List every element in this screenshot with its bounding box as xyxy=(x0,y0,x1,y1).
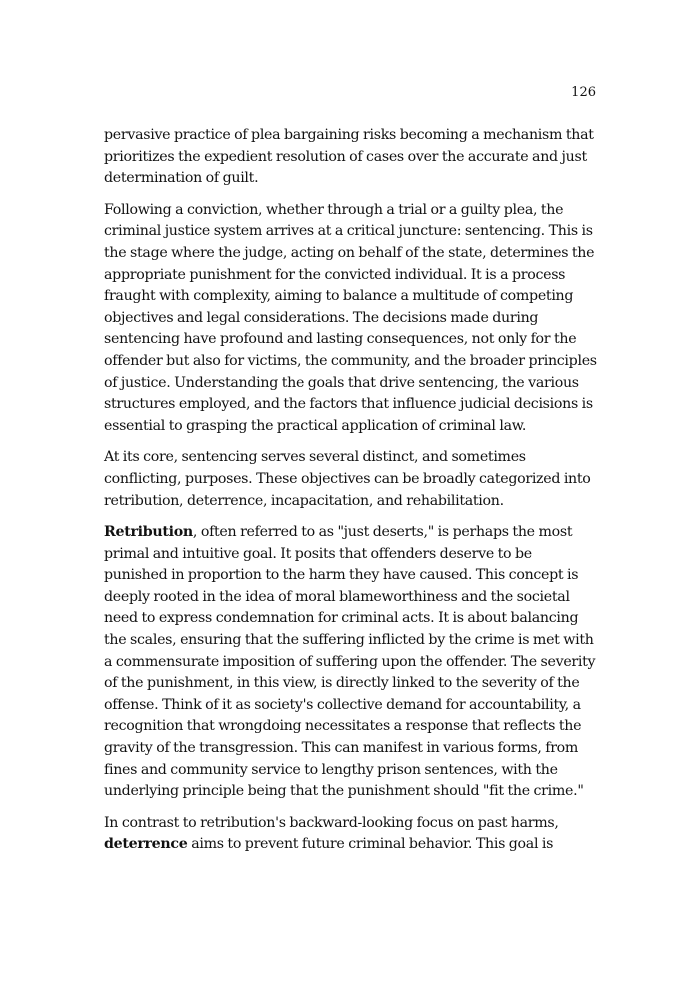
term-retribution: Retribution xyxy=(104,524,193,541)
paragraph xyxy=(104,447,598,512)
paragraph-text: aims to prevent future criminal behavior. This goal is xyxy=(187,836,554,853)
paragraph xyxy=(104,522,598,803)
paragraph xyxy=(104,200,598,438)
paragraph-text: Following a conviction, whether through a trial or a guilty plea, the criminal justice system arrives at a critical juncture: sentencing. This is the stage where the judge, acting on behalf of the state, determines the appropriate punishment for the convicted individual. It is a process fraught with complexity, aiming to balance a multitude of competing objectives and legal considerations. The decisions made during sentencing have profound and lasting consequences, not only for the offender but also for victims, the community, and the broader principles of justice. Understanding the goals that drive sentencing, the various structures employed, and the factors that influence judicial decisions is essential to grasping the practical application of criminal law. xyxy=(104,201,597,434)
term-deterrence: deterrence xyxy=(104,836,188,853)
page-number: 126 xyxy=(571,85,596,100)
paragraph-text: In contrast to retribution's backward-looking focus on past harms, xyxy=(104,814,559,831)
paragraph xyxy=(104,125,598,190)
body-text xyxy=(104,125,598,866)
paragraph-text: , often referred to as "just deserts," is perhaps the most primal and intuitive goal. It posits that offenders deserve to be punished in proportion to the harm they have caused. This concept is deeply rooted in the idea of moral blameworthiness and the societal need to express condemnation for criminal acts. It is about balancing the scales, ensuring that the suffering inflicted by the crime is met with a commensurate imposition of suffering upon the offender. The severity of the punishment, in this view, is directly linked to the severity of the offense. Think of it as society's collective demand for accountability, a recognition that wrongdoing necessitates a response that reflects the gravity of the transgression. This can manifest in various forms, from fines and community service to lengthy prison sentences, with the underlying principle being that the punishment should "fit the crime." xyxy=(104,524,596,800)
paragraph xyxy=(104,813,598,856)
paragraph-text: At its core, sentencing serves several distinct, and sometimes conflicting, purposes. These objectives can be broadly categorized into retribution, deterrence, incapacitation, and rehabilitation. xyxy=(104,449,591,509)
paragraph-text: pervasive practice of plea bargaining risks becoming a mechanism that prioritizes the expedient resolution of cases over the accurate and just determination of guilt. xyxy=(104,127,594,187)
